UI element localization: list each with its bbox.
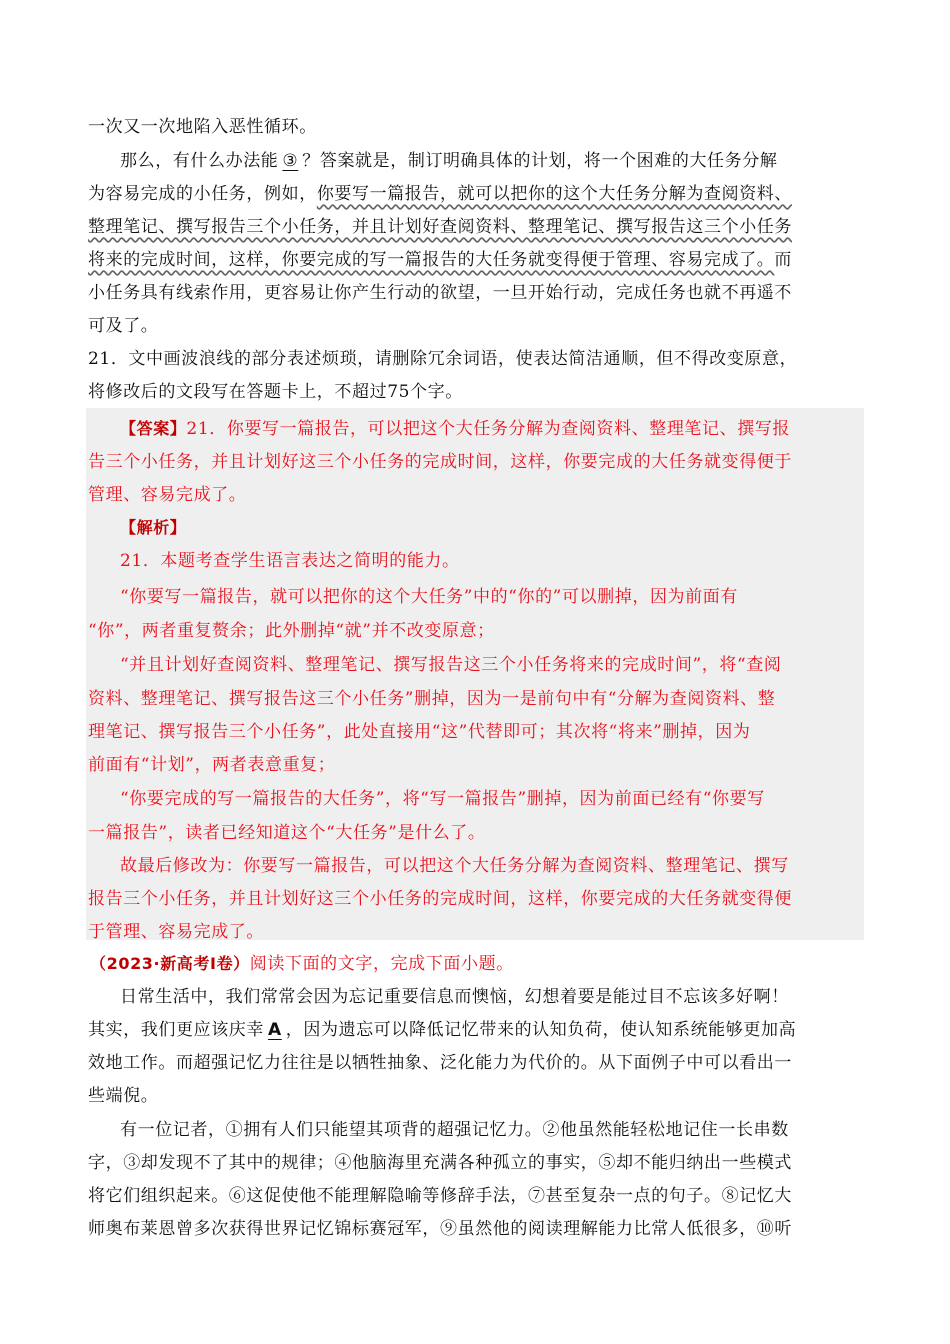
text: 字，③却发现不了其中的规律；④他脑海里充满各种孤立的事实，⑤却不能归纳出一些模式 [88, 1153, 792, 1173]
answer-line [88, 451, 868, 473]
passage-line [120, 150, 900, 172]
analysis-line [88, 921, 868, 943]
analysis-line [88, 754, 868, 776]
analysis-text: “你要完成的写一篇报告的大任务”，将“写一篇报告”删掉，因为前面已经有“你要写 [120, 789, 765, 809]
question-text: 将修改后的文段写在答题卡上，不超过75个字。 [88, 382, 463, 402]
answer-label: 【答案】 [120, 419, 187, 438]
analysis-line [88, 688, 868, 710]
text: 师奥布莱恩曾多次获得世界记忆锦标赛冠军，⑨虽然他的阅读理解能力比常人低很多，⑩听 [88, 1219, 792, 1239]
passage-line [88, 1152, 868, 1174]
answer-text: 21．你要写一篇报告，可以把这个大任务分解为查阅资料、整理笔记、撰写报 [186, 419, 791, 439]
analysis-label-line [120, 517, 900, 539]
text: 将它们组织起来。⑥这促使他不能理解隐喻等修辞手法，⑦甚至复杂一点的句子。⑧记忆大 [88, 1186, 792, 1206]
text: 可及了。 [88, 316, 159, 336]
section-intro: 阅读下面的文字，完成下面小题。 [249, 954, 514, 974]
analysis-line [120, 550, 900, 572]
analysis-line [88, 620, 868, 642]
blank-a: A [268, 1020, 282, 1040]
text: 小任务具有线索作用，更容易让你产生行动的欲望，一旦开始行动，完成任务也就不再遥不 [88, 283, 792, 303]
analysis-label: 【解析】 [120, 518, 187, 537]
analysis-text: 理笔记、撰写报告三个小任务”，此处直接用“这”代替即可；其次将“将来”删掉，因为 [88, 722, 751, 742]
passage-line [88, 1185, 868, 1207]
passage-line [88, 216, 868, 238]
wavy-underlined-text: 你要写一篇报告，就可以把你的这个大任务分解为查阅资料、 [316, 184, 793, 204]
text: 而 [774, 250, 793, 270]
wavy-underlined-text: 将来的完成时间，这样，你要完成的写一篇报告的大任务就变得便于管理、容易完成了。 [88, 250, 775, 270]
wavy-underlined-text: 整理笔记、撰写报告三个小任务，并且计划好查阅资料、整理笔记、撰写报告这三个小任务 [88, 217, 792, 237]
text: ？答案就是，制订明确具体的计划，将一个困难的大任务分解 [302, 151, 778, 171]
text: 为容易完成的小任务，例如， [88, 184, 317, 204]
source-label: （2023·新高考Ⅰ卷） [90, 954, 250, 973]
answer-line [88, 484, 868, 506]
text: ，因为遗忘可以降低记忆带来的认知负荷，使认知系统能够更加高 [285, 1020, 797, 1040]
analysis-text: “你”，两者重复赘余；此外删掉“就”并不改变原意； [88, 621, 495, 641]
analysis-line [88, 822, 868, 844]
text: 那么，有什么办法能 [120, 151, 279, 171]
analysis-text: 前面有“计划”，两者表意重复； [88, 755, 336, 775]
passage-line [88, 183, 868, 205]
analysis-line [120, 654, 900, 676]
passage-line [88, 1218, 868, 1240]
text: 有一位记者，①拥有人们只能望其项背的超强记忆力。②他虽然能轻松地记住一长串数 [120, 1120, 789, 1140]
analysis-line [120, 855, 900, 877]
analysis-line [120, 788, 900, 810]
analysis-text: 报告三个小任务，并且计划好这三个小任务的完成时间，这样，你要完成的大任务就变得便 [88, 889, 792, 909]
section-header [90, 953, 870, 975]
answer-line [120, 418, 900, 440]
question-text: 21．文中画波浪线的部分表述烦琐，请删除冗余词语，使表达简洁通顺，但不得改变原意， [88, 349, 798, 369]
analysis-text: 一篇报告”，读者已经知道这个“大任务”是什么了。 [88, 823, 486, 843]
analysis-text: 故最后修改为：你要写一篇报告，可以把这个大任务分解为查阅资料、整理笔记、撰写 [120, 856, 789, 876]
analysis-line [120, 586, 900, 608]
analysis-text: 21．本题考查学生语言表达之简明的能力。 [120, 551, 460, 571]
passage-line [88, 1052, 868, 1074]
passage-line [88, 249, 868, 271]
passage-line [120, 986, 900, 1008]
question-line [88, 381, 868, 403]
text: 一次又一次地陷入恶性循环。 [88, 117, 317, 137]
analysis-line [88, 721, 868, 743]
passage-line [120, 1119, 900, 1141]
analysis-text: “你要写一篇报告，就可以把你的这个大任务”中的“你的”可以删掉，因为前面有 [120, 587, 738, 607]
passage-line [88, 315, 868, 337]
analysis-text: “并且计划好查阅资料、整理笔记、撰写报告这三个小任务将来的完成时间”，将“查阅 [120, 655, 782, 675]
passage-line [88, 1019, 868, 1041]
blank-3: ③ [282, 151, 299, 171]
analysis-text: 于管理、容易完成了。 [88, 922, 264, 942]
text: 效地工作。而超强记忆力往往是以牺牲抽象、泛化能力为代价的。从下面例子中可以看出一 [88, 1053, 792, 1073]
passage-line [88, 282, 868, 304]
text: 日常生活中，我们常常会因为忘记重要信息而懊恼，幻想着要是能过目不忘该多好啊！ [120, 987, 789, 1007]
question-line [88, 348, 868, 370]
answer-text: 管理、容易完成了。 [88, 485, 247, 505]
analysis-line [88, 888, 868, 910]
passage-line [88, 1085, 868, 1107]
text: 些端倪。 [88, 1086, 159, 1106]
answer-text: 告三个小任务，并且计划好这三个小任务的完成时间，这样，你要完成的大任务就变得便于 [88, 452, 792, 472]
passage-line [88, 116, 868, 138]
analysis-text: 资料、整理笔记、撰写报告这三个小任务”删掉，因为一是前句中有“分解为查阅资料、整 [88, 689, 776, 709]
text: 其实，我们更应该庆幸 [88, 1020, 264, 1040]
